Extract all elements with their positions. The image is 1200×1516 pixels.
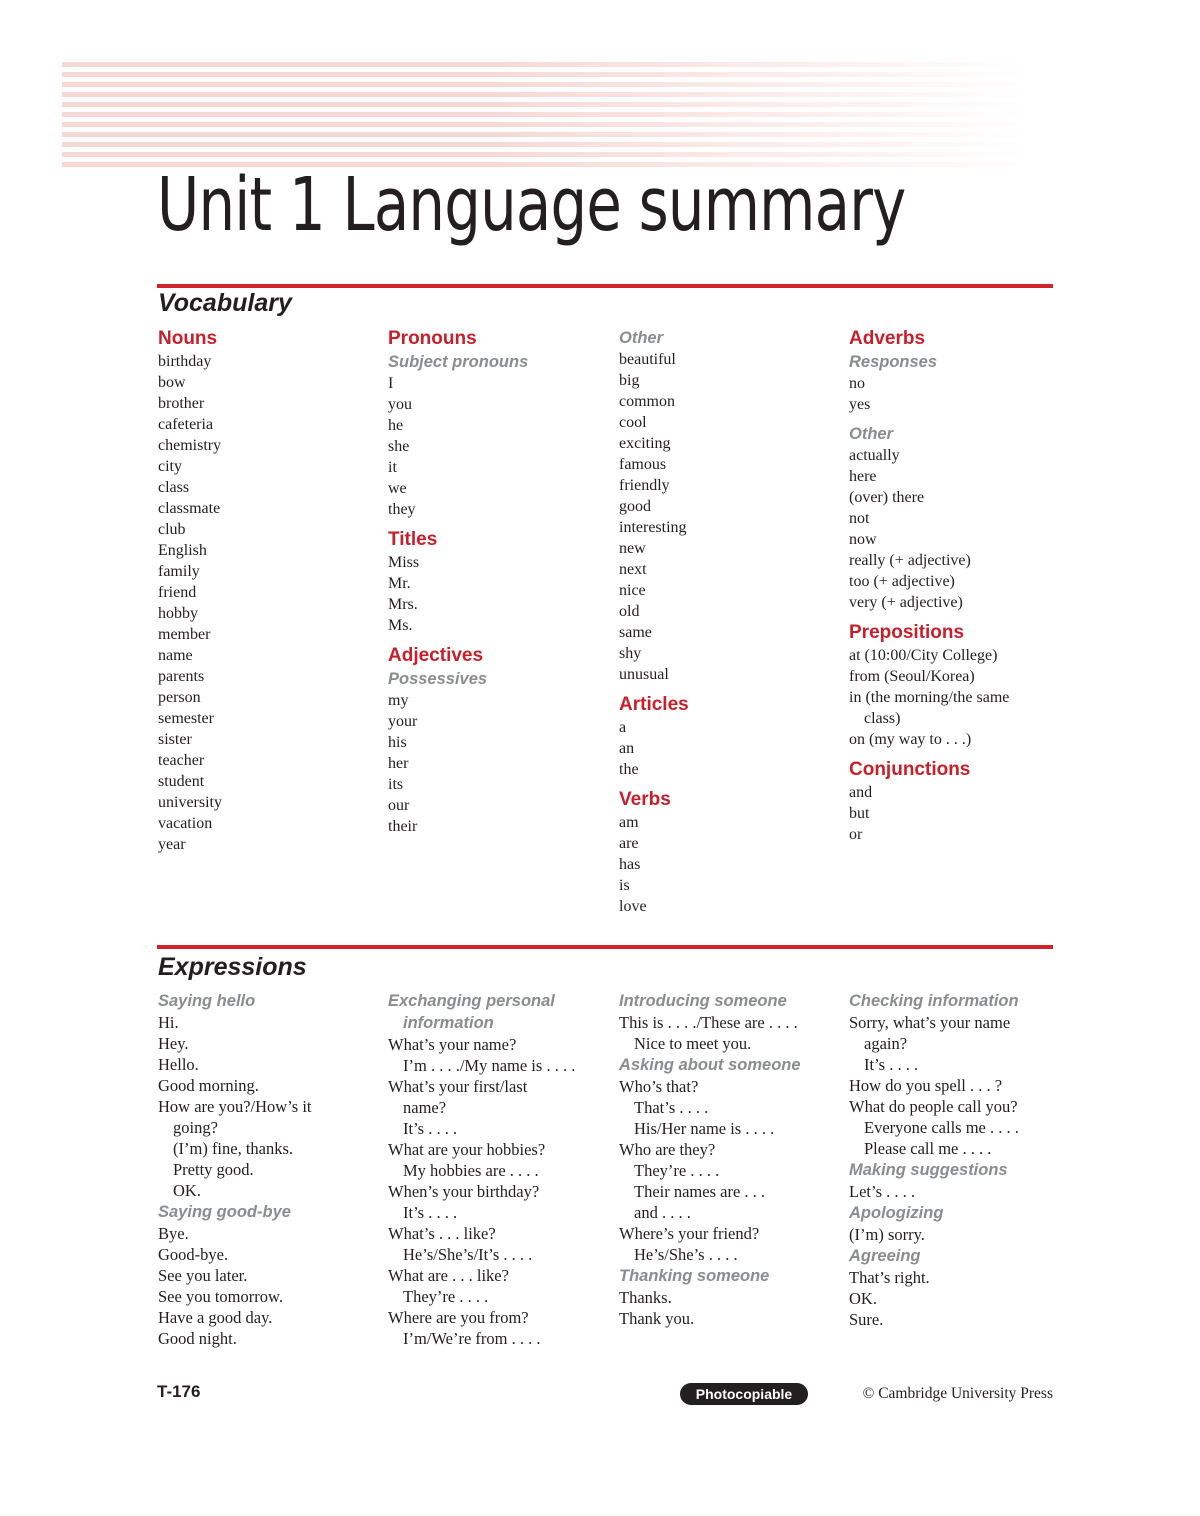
list-item: birthday <box>158 353 212 370</box>
list-item: his <box>388 734 407 751</box>
list-item: year <box>158 836 186 853</box>
list-item: her <box>388 755 409 772</box>
list-item: my <box>388 692 409 709</box>
list-item: exciting <box>619 435 671 452</box>
list-item: friend <box>158 584 197 601</box>
header-stripes <box>62 62 1030 172</box>
list-item: (I’m) sorry. <box>849 1225 925 1244</box>
list-item: OK. <box>849 1289 877 1308</box>
category-heading: Adjectives <box>388 645 484 666</box>
expressions-column-1 <box>158 990 383 1349</box>
list-item: teacher <box>158 752 205 769</box>
list-item: See you later. <box>158 1266 248 1285</box>
vocabulary-column-2 <box>388 327 613 837</box>
subcategory-heading: Agreeing <box>849 1247 921 1265</box>
list-item: now <box>849 531 877 548</box>
list-item: classmate <box>158 500 221 517</box>
list-item: See you tomorrow. <box>158 1287 283 1306</box>
list-item: (over) there <box>849 489 925 506</box>
list-item: This is . . . ./These are . . . . <box>619 1013 798 1032</box>
list-item: famous <box>619 456 667 473</box>
list-item: Have a good day. <box>158 1308 273 1327</box>
list-item: Pretty good. <box>173 1160 254 1179</box>
list-item: going? <box>173 1118 218 1137</box>
list-item: What do people call you? <box>849 1097 1018 1116</box>
list-item: but <box>849 805 870 822</box>
list-item: Thank you. <box>619 1309 695 1328</box>
list-item: their <box>388 818 418 835</box>
subcategory-heading: Other <box>619 329 664 347</box>
list-item: is <box>619 877 630 894</box>
list-item: It’s . . . . <box>403 1203 458 1222</box>
vocabulary-column-1 <box>158 327 383 855</box>
list-item: student <box>158 773 205 790</box>
category-heading: Nouns <box>158 328 218 349</box>
list-item: Sorry, what’s your name <box>849 1013 1011 1032</box>
list-item: too (+ adjective) <box>849 573 955 590</box>
list-item: on (my way to . . .) <box>849 731 972 748</box>
list-item: member <box>158 626 211 643</box>
list-item: actually <box>849 447 900 464</box>
list-item: its <box>388 776 404 793</box>
list-item: sister <box>158 731 192 748</box>
category-heading: Conjunctions <box>849 759 971 780</box>
list-item: person <box>158 689 201 706</box>
list-item: class) <box>864 710 901 727</box>
list-item: next <box>619 561 647 578</box>
copyright-notice: © Cambridge University Press <box>862 1385 1053 1402</box>
list-item: love <box>619 898 647 915</box>
list-item: Hello. <box>158 1055 199 1074</box>
list-item: from (Seoul/Korea) <box>849 668 975 685</box>
list-item: Where’s your friend? <box>619 1224 760 1243</box>
list-item: old <box>619 603 640 620</box>
list-item: He’s/She’s . . . . <box>634 1245 738 1264</box>
subcategory-heading: Subject pronouns <box>388 353 529 371</box>
list-item: name <box>158 647 193 664</box>
vocabulary-heading: Vocabulary <box>158 289 292 317</box>
list-item: semester <box>158 710 214 727</box>
list-item: Let’s . . . . <box>849 1182 915 1201</box>
list-item: and . . . . <box>634 1203 691 1222</box>
list-item: nice <box>619 582 646 599</box>
expressions-column-2 <box>388 990 613 1349</box>
list-item: very (+ adjective) <box>849 594 963 611</box>
list-item: That’s . . . . <box>634 1098 709 1117</box>
list-item: What’s your name? <box>388 1035 517 1054</box>
list-item: common <box>619 393 675 410</box>
list-item: a <box>619 719 627 736</box>
category-heading: Adverbs <box>849 328 926 349</box>
expressions-rule <box>157 945 1053 949</box>
list-item: That’s right. <box>849 1268 930 1287</box>
list-item: or <box>849 826 863 843</box>
expressions-heading: Expressions <box>158 953 307 981</box>
list-item: My hobbies are . . . . <box>403 1161 539 1180</box>
subcategory-heading: Asking about someone <box>619 1056 801 1074</box>
list-item: the <box>619 761 639 778</box>
list-item: he <box>388 417 404 434</box>
list-item: What’s . . . like? <box>388 1224 496 1243</box>
category-heading: Pronouns <box>388 328 477 349</box>
list-item: again? <box>864 1034 908 1053</box>
list-item: unusual <box>619 666 669 683</box>
subcategory-heading: Making suggestions <box>849 1161 1008 1179</box>
list-item: Their names are . . . <box>634 1182 766 1201</box>
list-item: Who are they? <box>619 1140 716 1159</box>
list-item: an <box>619 740 635 757</box>
list-item: He’s/She’s/It’s . . . . <box>403 1245 533 1264</box>
list-item: here <box>849 468 877 485</box>
list-item: OK. <box>173 1181 201 1200</box>
list-item: good <box>619 498 651 515</box>
list-item: am <box>619 814 639 831</box>
list-item: English <box>158 542 207 559</box>
list-item: Mr. <box>388 575 411 592</box>
list-item: parents <box>158 668 205 685</box>
list-item: shy <box>619 645 642 662</box>
category-heading: Articles <box>619 694 689 715</box>
list-item: Thanks. <box>619 1288 672 1307</box>
list-item: I <box>388 375 394 392</box>
page-title: Unit 1 Language summary <box>157 162 906 248</box>
list-item: What’s your first/last <box>388 1077 528 1096</box>
list-item: class <box>158 479 190 496</box>
list-item: family <box>158 563 200 580</box>
subcategory-heading: Exchanging personal <box>388 992 555 1010</box>
expressions-column-3 <box>619 990 844 1329</box>
list-item: What are your hobbies? <box>388 1140 546 1159</box>
page-number: T-176 <box>157 1382 201 1401</box>
list-item: His/Her name is . . . . <box>634 1119 775 1138</box>
list-item: our <box>388 797 410 814</box>
list-item: at (10:00/City College) <box>849 647 998 664</box>
list-item: (I’m) fine, thanks. <box>173 1139 294 1158</box>
list-item: Please call me . . . . <box>864 1139 992 1158</box>
list-item: Good morning. <box>158 1076 259 1095</box>
list-item: brother <box>158 395 205 412</box>
list-item: Where are you from? <box>388 1308 529 1327</box>
subcategory-heading: Responses <box>849 353 938 371</box>
photocopiable-badge: Photocopiable <box>680 1383 808 1405</box>
subcategory-heading: Saying good-bye <box>158 1203 291 1221</box>
subcategory-heading: Possessives <box>388 670 488 688</box>
list-item: Good-bye. <box>158 1245 229 1264</box>
list-item: Who’s that? <box>619 1077 699 1096</box>
category-heading: Verbs <box>619 789 671 810</box>
vocabulary-column-4 <box>849 327 1074 845</box>
subcategory-heading: Other <box>849 425 894 443</box>
list-item: bow <box>158 374 186 391</box>
list-item: club <box>158 521 186 538</box>
list-item: interesting <box>619 519 687 536</box>
list-item: They’re . . . . <box>403 1287 489 1306</box>
list-item: new <box>619 540 646 557</box>
list-item: vacation <box>158 815 213 832</box>
vocabulary-column-3 <box>619 327 844 917</box>
list-item: city <box>158 458 182 475</box>
list-item: Everyone calls me . . . . <box>864 1118 1019 1137</box>
list-item: no <box>849 375 865 392</box>
list-item: and <box>849 784 873 801</box>
list-item: How do you spell . . . ? <box>849 1076 1003 1095</box>
subcategory-heading: Saying hello <box>158 992 256 1010</box>
list-item: When’s your birthday? <box>388 1182 540 1201</box>
list-item: name? <box>403 1098 447 1117</box>
list-item: Mrs. <box>388 596 418 613</box>
list-item: big <box>619 372 640 389</box>
list-item: cool <box>619 414 647 431</box>
list-item: university <box>158 794 222 811</box>
list-item: It’s . . . . <box>403 1119 458 1138</box>
list-item: she <box>388 438 410 455</box>
list-item: really (+ adjective) <box>849 552 971 569</box>
list-item: Ms. <box>388 617 413 634</box>
subcategory-heading: information <box>403 1014 494 1032</box>
list-item: yes <box>849 396 871 413</box>
list-item: I’m/We’re from . . . . <box>403 1329 541 1348</box>
list-item: Good night. <box>158 1329 237 1348</box>
list-item: beautiful <box>619 351 676 368</box>
category-heading: Titles <box>388 529 438 550</box>
list-item: They’re . . . . <box>634 1161 720 1180</box>
list-item: Hey. <box>158 1034 189 1053</box>
list-item: we <box>388 480 407 497</box>
list-item: in (the morning/the same <box>849 689 1010 706</box>
list-item: it <box>388 459 397 476</box>
list-item: Nice to meet you. <box>634 1034 752 1053</box>
expressions-column-4 <box>849 990 1074 1330</box>
subcategory-heading: Thanking someone <box>619 1267 770 1285</box>
list-item: chemistry <box>158 437 222 454</box>
list-item: I’m . . . ./My name is . . . . <box>403 1056 576 1075</box>
list-item: How are you?/How’s it <box>158 1097 312 1116</box>
list-item: has <box>619 856 641 873</box>
list-item: your <box>388 713 418 730</box>
list-item: not <box>849 510 870 527</box>
list-item: Sure. <box>849 1310 884 1329</box>
list-item: cafeteria <box>158 416 214 433</box>
list-item: you <box>388 396 412 413</box>
subcategory-heading: Checking information <box>849 992 1019 1010</box>
list-item: hobby <box>158 605 198 622</box>
category-heading: Prepositions <box>849 622 965 643</box>
list-item: same <box>619 624 652 641</box>
subcategory-heading: Apologizing <box>849 1204 944 1222</box>
subcategory-heading: Introducing someone <box>619 992 787 1010</box>
list-item: It’s . . . . <box>864 1055 919 1074</box>
list-item: Bye. <box>158 1224 189 1243</box>
list-item: friendly <box>619 477 670 494</box>
list-item: they <box>388 501 416 518</box>
list-item: Miss <box>388 554 420 571</box>
list-item: are <box>619 835 639 852</box>
list-item: Hi. <box>158 1013 179 1032</box>
list-item: What are . . . like? <box>388 1266 509 1285</box>
